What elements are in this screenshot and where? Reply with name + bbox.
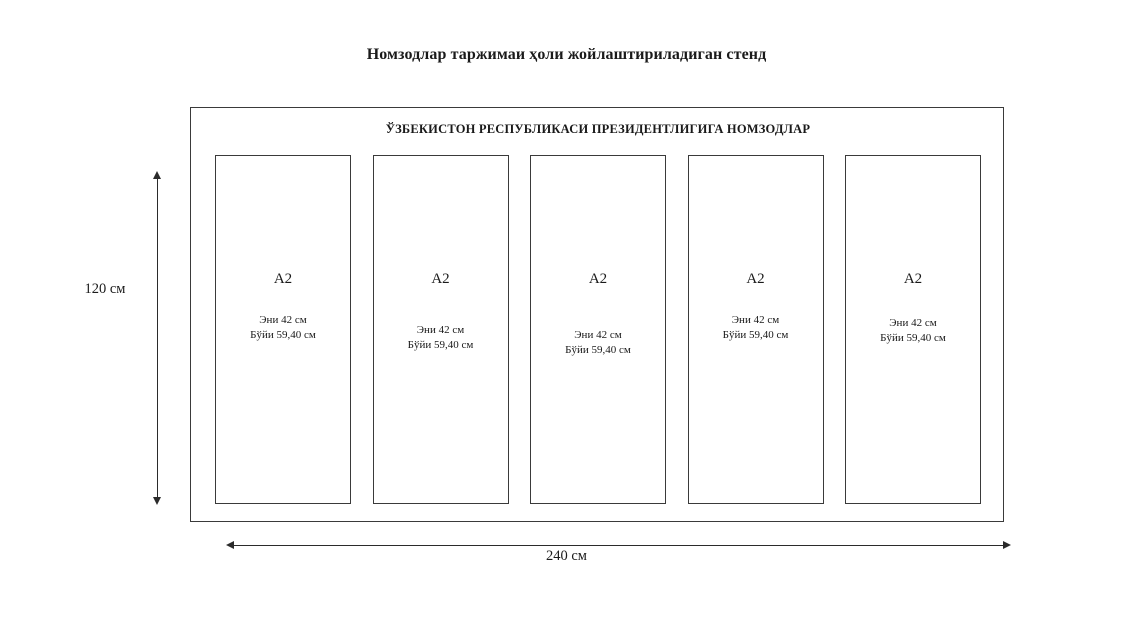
panel-4-dimensions [689, 313, 823, 343]
height-dimension-label: 120 см [84, 281, 126, 297]
page-title: Номзодлар таржимаи ҳоли жойлаштириладиган стенд [366, 46, 767, 63]
stand-header-text: ЎЗБЕКИСТОН РЕСПУБЛИКАСИ ПРЕЗИДЕНТЛИГИГА НОМЗОДЛАР [385, 122, 811, 136]
panel-2 [373, 155, 509, 504]
panel-4-format: A2 [746, 271, 765, 287]
panel-3-width: Эни 42 см [574, 329, 622, 341]
width-dimension-arrow [233, 545, 1004, 547]
panel-3 [530, 155, 666, 504]
panel-1-format: A2 [273, 271, 293, 287]
panel-4-width: Эни 42 см [731, 314, 780, 326]
arrow-down-icon [153, 497, 161, 505]
arrow-up-icon [153, 171, 161, 179]
width-dimension-label-text: 240 см [536, 548, 597, 564]
panel-2-format: A2 [431, 271, 450, 287]
panel-5-format: A2 [903, 271, 923, 287]
panel-5-width: Эни 42 см [889, 317, 937, 329]
panel-1-height: Бўйи 59,40 см [250, 329, 316, 341]
panel-1-width: Эни 42 см [259, 314, 307, 326]
panel-2-height: Бўйи 59,40 см [407, 339, 474, 351]
panel-3-dimensions [531, 328, 665, 358]
height-dimension-line [157, 178, 158, 498]
panel-2-width: Эни 42 см [416, 324, 465, 336]
panel-4 [688, 155, 824, 504]
panel-3-format: A2 [588, 271, 608, 287]
width-dimension-line [233, 545, 1004, 546]
panel-4-height: Бўйи 59,40 см [722, 329, 789, 341]
panel-1 [215, 155, 351, 504]
panel-1-dimensions [216, 313, 350, 343]
height-dimension-arrow [157, 178, 159, 498]
width-dimension-label [0, 548, 1133, 565]
panel-3-height: Бўйи 59,40 см [565, 344, 631, 356]
panel-5-height: Бўйи 59,40 см [880, 332, 946, 344]
panels-row [215, 155, 981, 504]
panel-2-dimensions [374, 323, 508, 353]
panel-5 [845, 155, 981, 504]
stand-outline [190, 107, 1004, 522]
panel-5-dimensions [846, 316, 980, 346]
